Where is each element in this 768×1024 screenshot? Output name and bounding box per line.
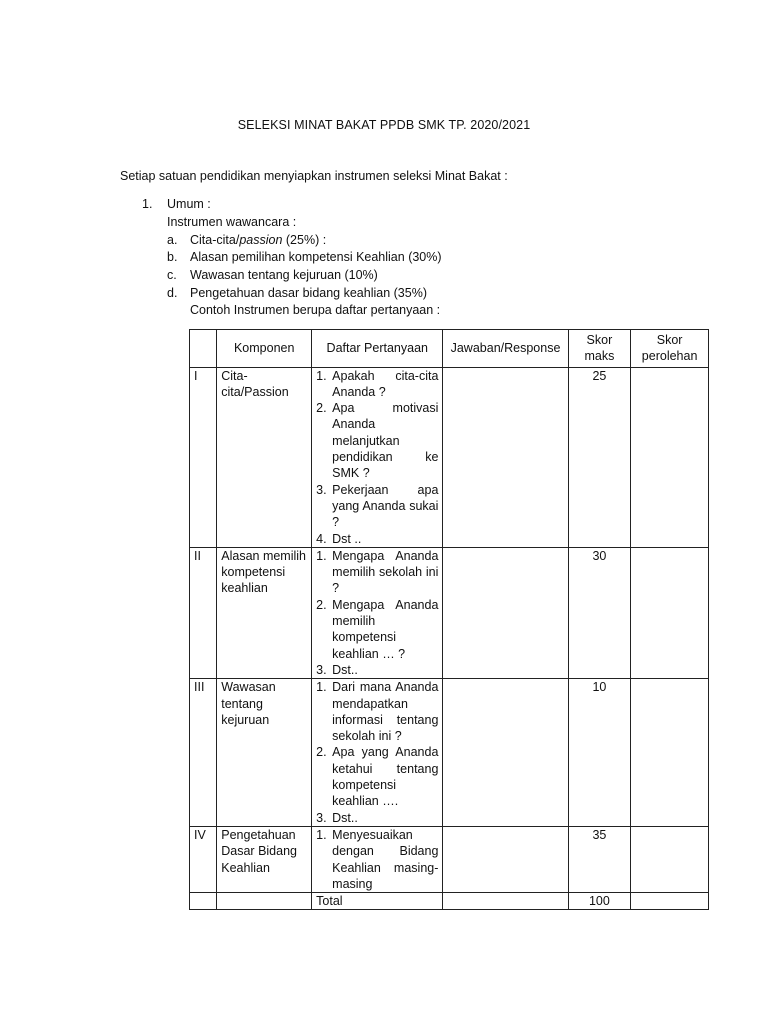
header-skor-perolehan: Skor perolehan (631, 330, 709, 368)
question-number: 2. (316, 401, 327, 416)
row-skor-maks: 25 (568, 367, 631, 547)
row-komponen: Cita-cita/Passion (217, 367, 312, 547)
total-row (190, 893, 709, 910)
row-questions (312, 367, 443, 547)
question-item (316, 400, 438, 481)
question-text: Dari mana Ananda mendapatkan informasi tentang sekolah ini ? (332, 680, 439, 744)
question-number: 3. (316, 810, 327, 825)
item-marker: b. (167, 250, 178, 264)
row-komponen: Wawasan tentang kejuruan (217, 679, 312, 827)
question-text: Pekerjaan apa yang Ananda sukai ? (332, 482, 439, 530)
row-komponen: Pengetahuan Dasar Bidang Keahlian (217, 826, 312, 892)
row-skor-maks: 10 (568, 679, 631, 827)
row-skor-perolehan (631, 547, 709, 678)
question-number: 4. (316, 531, 327, 546)
row-skor-perolehan (631, 826, 709, 892)
row-number: II (190, 547, 217, 678)
header-pertanyaan: Daftar Pertanyaan (312, 330, 443, 368)
question-item (316, 368, 438, 401)
item-text: Alasan pemilihan kompetensi Keahlian (30%) (190, 250, 442, 264)
question-number: 1. (316, 548, 327, 563)
total-label: Total (312, 893, 443, 910)
question-number: 1. (316, 368, 327, 383)
question-text: Apa motivasi Ananda melanjutkan pendidikan ke SMK ? (332, 401, 439, 481)
total-empty-cell (190, 893, 217, 910)
item-text: Wawasan tentang kejuruan (10%) (190, 268, 378, 282)
table-header-row (190, 330, 709, 368)
criteria-item-a (167, 232, 326, 249)
question-number: 3. (316, 662, 327, 677)
question-text: Apa yang Ananda ketahui tentang kompetensi keahlian …. (332, 745, 439, 809)
header-no (190, 330, 217, 368)
item-text: Cita-cita/ (190, 233, 240, 247)
row-skor-perolehan (631, 367, 709, 547)
question-item (316, 548, 438, 597)
total-skor-maks: 100 (568, 893, 631, 910)
row-jawaban (443, 679, 568, 827)
question-text: Dst .. (332, 531, 362, 546)
row-number: III (190, 679, 217, 827)
table-row (190, 826, 709, 892)
section-heading: Umum : (167, 197, 211, 211)
criteria-item-c (167, 267, 378, 284)
question-number: 1. (316, 680, 327, 695)
question-text: Menyesuaikan dengan Bidang Keahlian masing-masing (332, 827, 439, 891)
section-subheading: Instrumen wawancara : (167, 215, 297, 229)
criteria-item-d (167, 285, 427, 302)
criteria-item-b (167, 249, 442, 266)
question-item (316, 827, 438, 892)
header-jawaban: Jawaban/Response (443, 330, 568, 368)
question-table (189, 329, 709, 910)
intro-text: Setiap satuan pendidikan menyiapkan instrumen seleksi Minat Bakat : (120, 169, 508, 183)
question-text: Apakah cita-cita Ananda ? (332, 368, 439, 399)
row-questions (312, 679, 443, 827)
question-number: 1. (316, 827, 327, 842)
header-komponen: Komponen (217, 330, 312, 368)
example-label: Contoh Instrumen berupa daftar pertanyaan : (190, 303, 441, 317)
question-item (316, 679, 438, 744)
row-skor-perolehan (631, 679, 709, 827)
row-questions (312, 547, 443, 678)
row-skor-maks: 35 (568, 826, 631, 892)
table-row (190, 367, 709, 547)
item-emphasis: passion (239, 233, 283, 247)
row-number: IV (190, 826, 217, 892)
question-text: Dst.. (332, 662, 358, 677)
question-text: Mengapa Ananda memilih kompetensi keahlian … ? (332, 597, 439, 661)
question-item (316, 662, 438, 678)
item-text-suffix: (25%) : (282, 233, 327, 247)
question-number: 2. (316, 745, 327, 760)
total-empty-cell (631, 893, 709, 910)
question-item (316, 744, 438, 809)
row-jawaban (443, 547, 568, 678)
total-empty-cell (217, 893, 312, 910)
document-title: SELEKSI MINAT BAKAT PPDB SMK TP. 2020/2021 (237, 118, 531, 132)
item-marker: c. (167, 268, 177, 282)
question-item (316, 531, 438, 547)
item-text: Pengetahuan dasar bidang keahlian (35%) (190, 286, 427, 300)
row-komponen: Alasan memilih kompetensi keahlian (217, 547, 312, 678)
question-text: Dst.. (332, 810, 358, 825)
question-item (316, 810, 438, 826)
question-item (316, 597, 438, 662)
row-skor-maks: 30 (568, 547, 631, 678)
question-item (316, 482, 438, 531)
question-number: 2. (316, 597, 327, 612)
row-jawaban (443, 826, 568, 892)
item-marker: d. (167, 286, 178, 300)
question-number: 3. (316, 482, 327, 497)
table-row (190, 547, 709, 678)
table-row (190, 679, 709, 827)
row-number: I (190, 367, 217, 547)
section-number: 1. (142, 197, 153, 211)
row-questions (312, 826, 443, 892)
question-text: Mengapa Ananda memilih sekolah ini ? (332, 548, 439, 596)
row-jawaban (443, 367, 568, 547)
item-marker: a. (167, 233, 178, 247)
header-skor-maks: Skor maks (568, 330, 631, 368)
total-empty-cell (443, 893, 568, 910)
